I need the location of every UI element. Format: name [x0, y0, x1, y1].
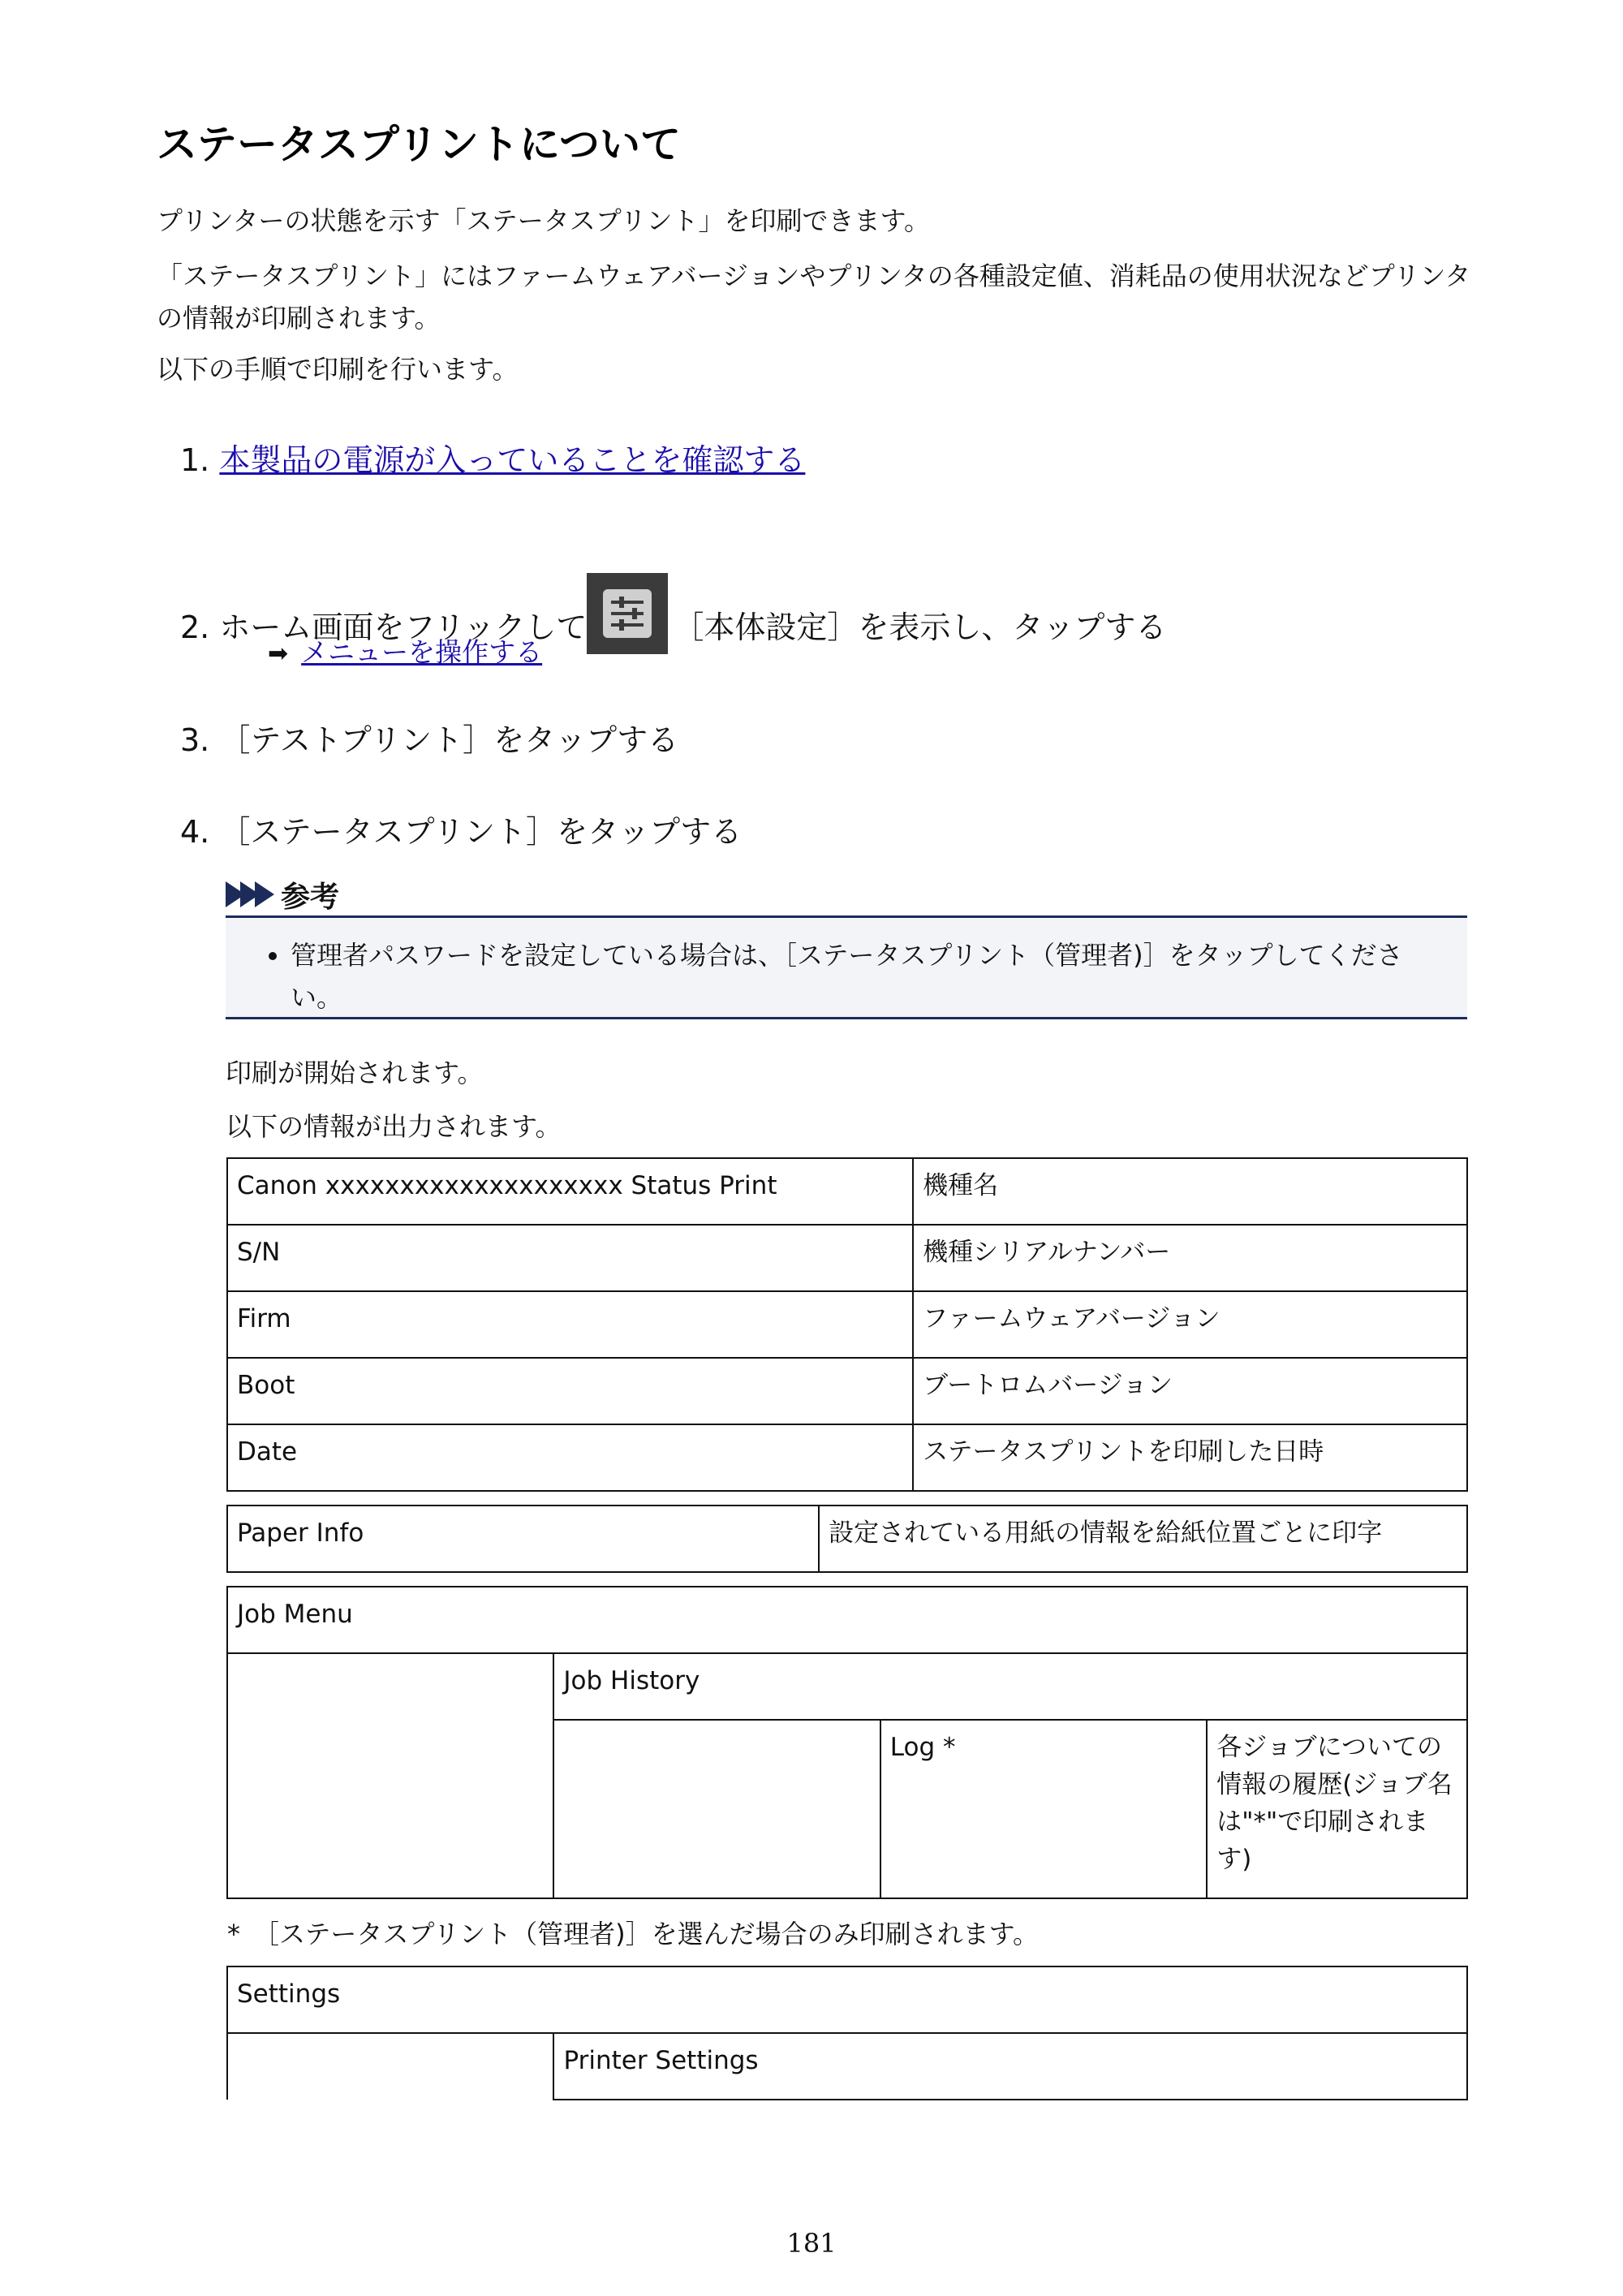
paper-info-table	[226, 1505, 1468, 1573]
table-cell: Firm	[227, 1291, 913, 1358]
intro-text-3: 以下の手順で印刷を行います。	[157, 354, 519, 385]
job-menu-table	[226, 1586, 1468, 1899]
table-cell-empty	[227, 2033, 553, 2100]
step-3	[180, 720, 678, 760]
table-row	[227, 1506, 1467, 1572]
table-row	[227, 1158, 1467, 1225]
step-text: ホーム画面をフリックして	[219, 610, 588, 645]
table-cell: Job History	[553, 1653, 1467, 1720]
step-number: 4.	[180, 814, 210, 850]
table-row	[227, 1424, 1467, 1491]
settings-table	[226, 1966, 1468, 2100]
table-cell: 各ジョブについての情報の履歴(ジョブ名は"*"で印刷されます)	[1207, 1720, 1467, 1898]
power-check-link[interactable]: 本製品の電源が入っていることを確認する	[219, 442, 806, 478]
settings-sliders-icon	[587, 573, 668, 654]
table-cell: Settings	[227, 1966, 1467, 2033]
page-number: 181	[786, 2228, 837, 2259]
info-output-text: 以下の情報が出力されます。	[226, 1111, 562, 1142]
menu-operation-link[interactable]: メニューを操作する	[301, 636, 543, 668]
arrow-right-icon: ➡	[268, 640, 289, 668]
step-text-after: ［本体設定］を表示し、タップする	[673, 610, 1167, 645]
table-row	[227, 1966, 1467, 2033]
note-heading-label: 参考	[281, 880, 340, 914]
footnote: * ［ステータスプリント（管理者)］を選んだ場合のみ印刷されます。	[227, 1919, 1040, 1949]
step-text: ［ステータスプリント］をタップする	[219, 814, 743, 850]
page-title: ステータスプリントについて	[157, 121, 681, 168]
note-box	[226, 915, 1467, 1019]
table-cell: S/N	[227, 1225, 913, 1291]
status-info-table	[226, 1157, 1468, 1492]
table-cell: Paper Info	[227, 1506, 819, 1572]
table-cell: Date	[227, 1424, 913, 1491]
step-4	[180, 812, 742, 852]
table-row	[227, 1358, 1467, 1424]
note-item: • 管理者パスワードを設定している場合は、［ステータスプリント（管理者)］をタップしてください。	[291, 934, 1451, 1019]
step-number: 1.	[180, 442, 210, 478]
table-cell: 機種シリアルナンバー	[913, 1225, 1467, 1291]
table-cell: Boot	[227, 1358, 913, 1424]
note-heading	[226, 873, 339, 915]
step-number: 3.	[180, 722, 210, 758]
table-row	[227, 1225, 1467, 1291]
chevron-triple-icon	[226, 881, 269, 907]
step-number: 2.	[180, 610, 210, 645]
table-row	[227, 2033, 1467, 2100]
table-cell-empty	[553, 1720, 880, 1898]
table-cell: ファームウェアバージョン	[913, 1291, 1467, 1358]
table-cell: ステータスプリントを印刷した日時	[913, 1424, 1467, 1491]
table-cell: Log *	[880, 1720, 1207, 1898]
table-cell: 設定されている用紙の情報を給紙位置ごとに印字	[819, 1506, 1467, 1572]
table-row	[227, 1653, 1467, 1720]
table-cell: Printer Settings	[553, 2033, 1467, 2100]
print-start-text: 印刷が開始されます。	[226, 1058, 484, 1088]
table-row	[227, 1291, 1467, 1358]
menu-link-row	[268, 631, 542, 670]
table-cell: ブートロムバージョン	[913, 1358, 1467, 1424]
step-1	[180, 440, 805, 480]
table-cell: 機種名	[913, 1158, 1467, 1225]
table-cell: Canon xxxxxxxxxxxxxxxxxxxx Status Print	[227, 1158, 913, 1225]
intro-text-2: 「ステータスプリント」にはファームウェアバージョンやプリンタの各種設定値、消耗品の使用状況などプリンタの情報が印刷されます。	[157, 261, 1471, 334]
table-cell: Job Menu	[227, 1587, 1467, 1653]
intro-text-1: プリンターの状態を示す「ステータスプリント」を印刷できます。	[157, 205, 930, 236]
step-text: ［テストプリント］をタップする	[219, 722, 679, 758]
table-row	[227, 1587, 1467, 1653]
table-cell-empty	[227, 1653, 553, 1898]
